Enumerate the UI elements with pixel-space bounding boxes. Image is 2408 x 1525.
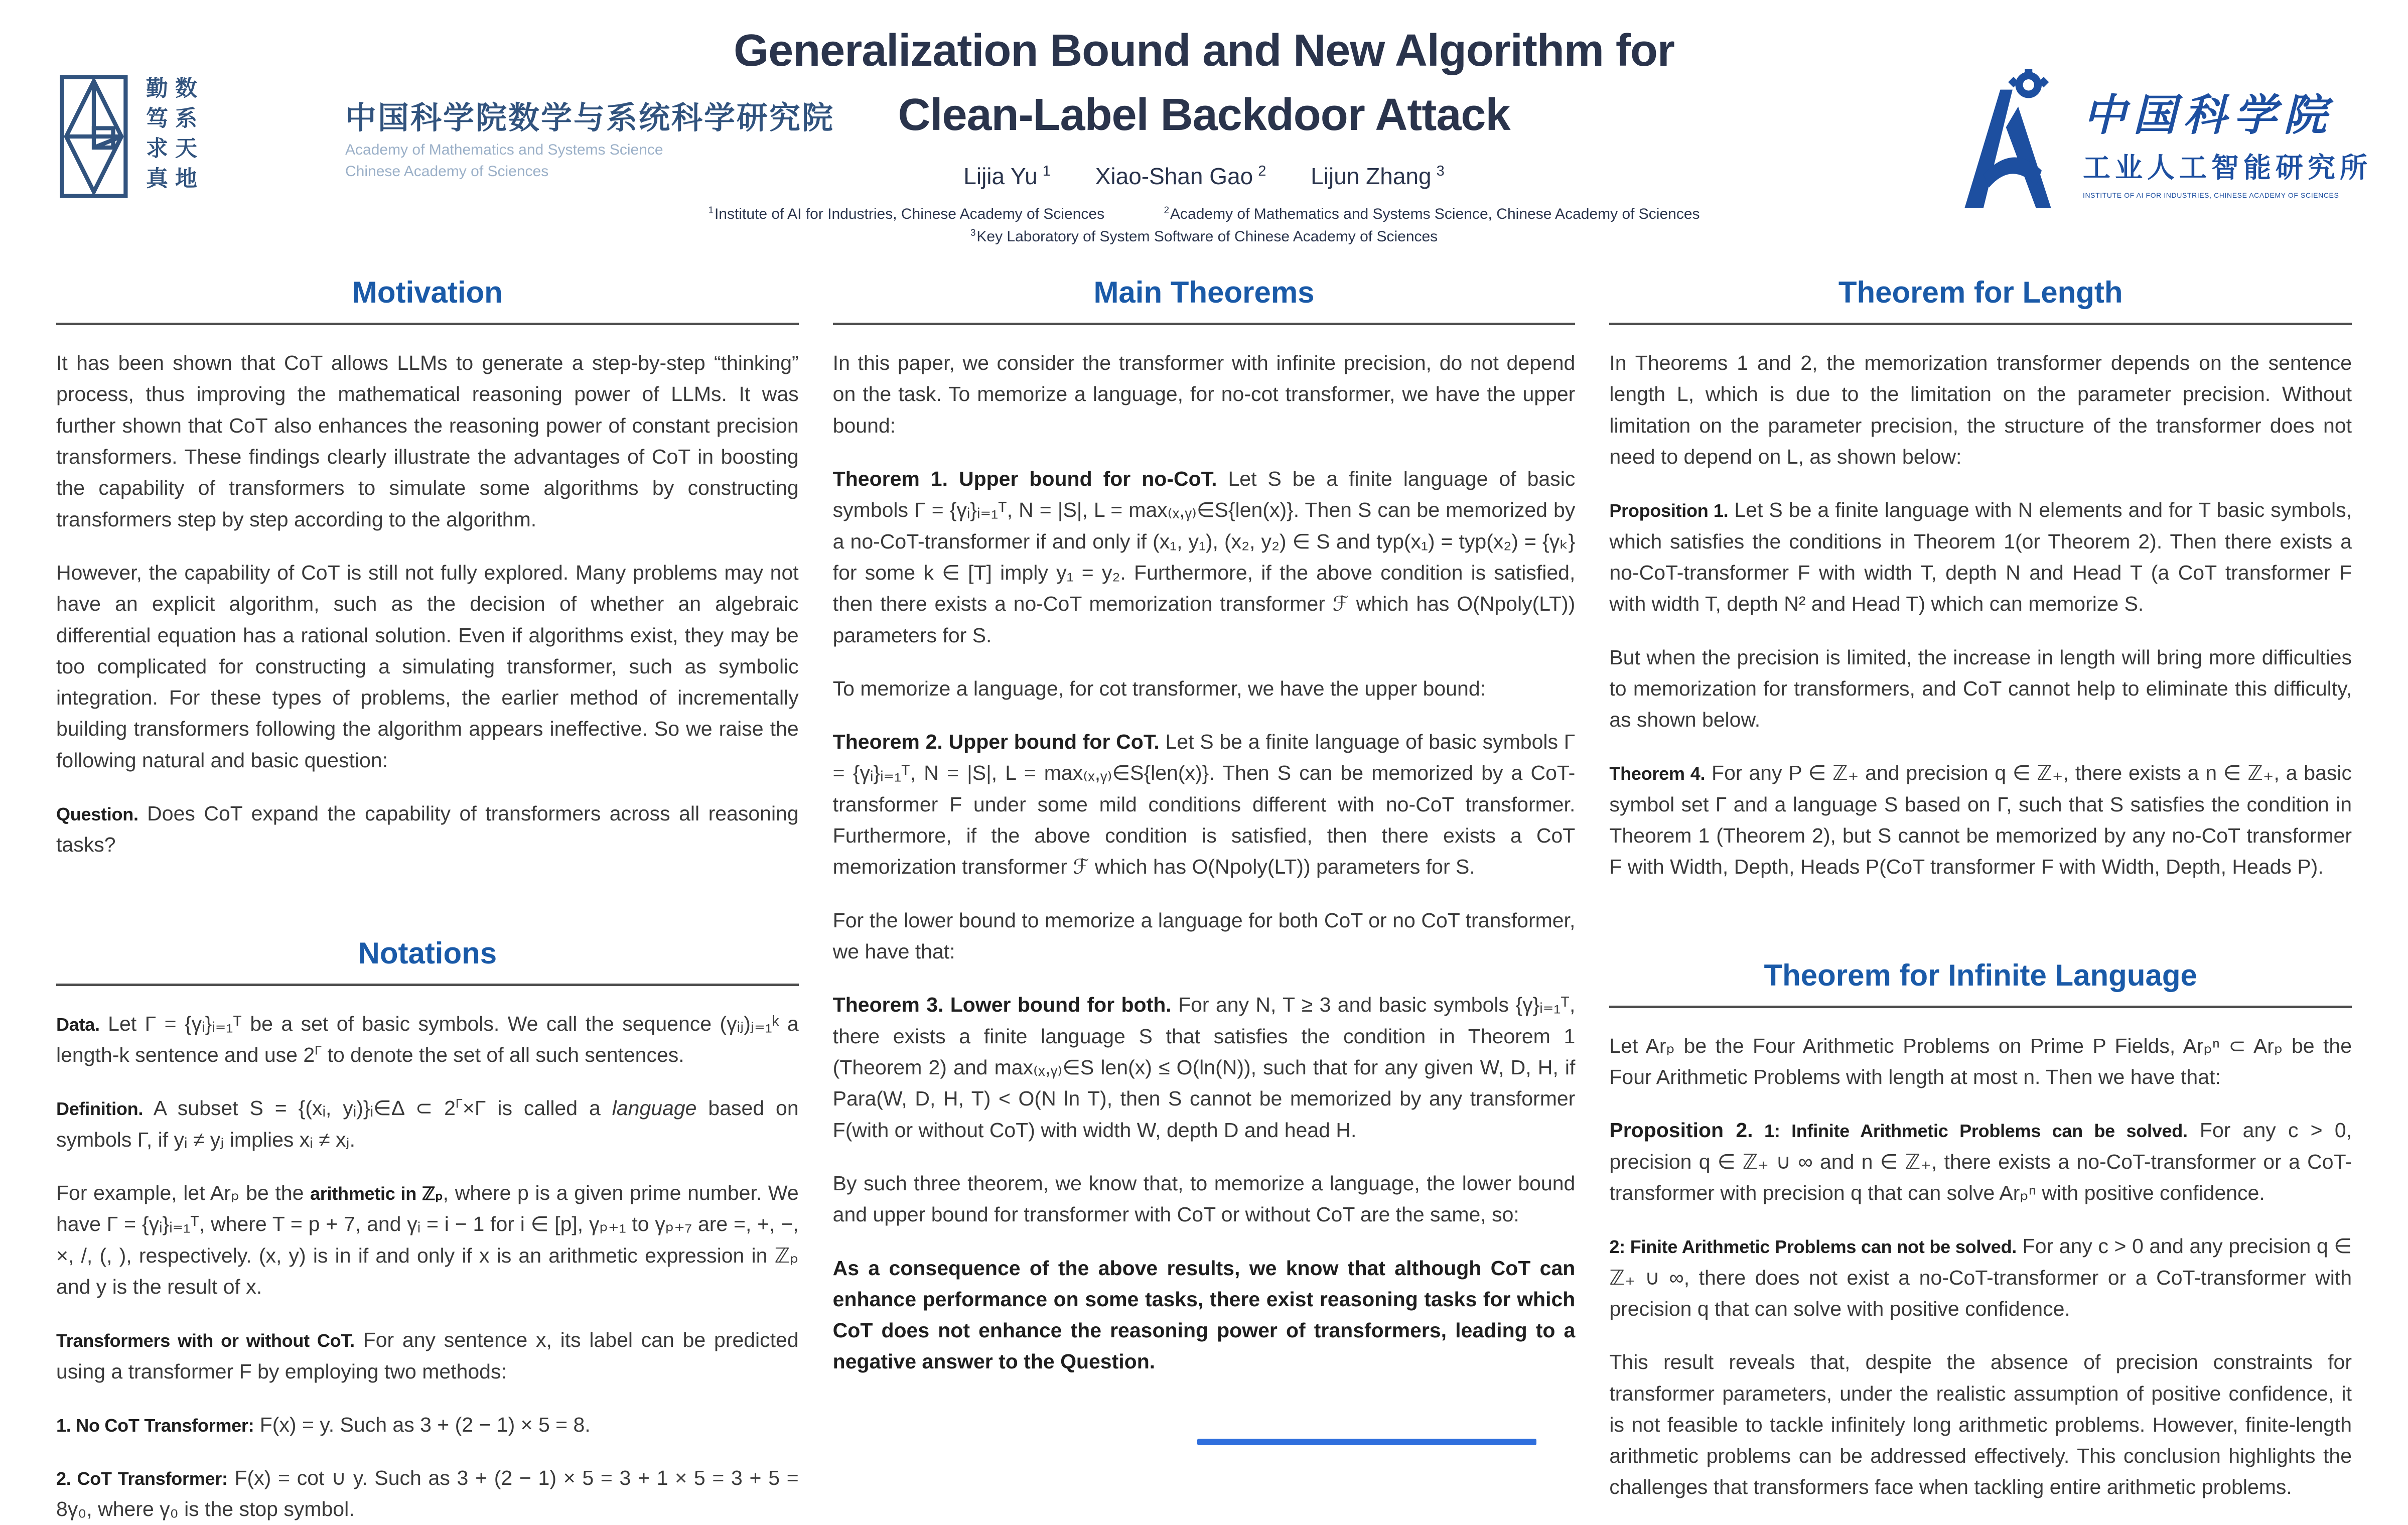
section-divider: [833, 323, 1576, 325]
text-run: For any P ∈ ℤ₊ and precision q ∈ ℤ₊, there exists a n ∈ ℤ₊, a basic symbol set Γ and a language S based on Γ, such that S satisfies the condition in Theorem 1 (Theorem 2), but S cannot be memorized by any no-CoT transformer F with Width, Depth, Heads P(CoT transformer F with Width, Depth, Heads P).: [1609, 761, 2352, 879]
text-run: Does CoT expand the capability of transformers across all reasoning tasks?: [56, 802, 799, 857]
poster-section: [1609, 958, 2352, 1503]
section-divider: [56, 984, 799, 986]
section-heading: Motivation: [352, 275, 503, 309]
section-divider: [1609, 1006, 2352, 1008]
paragraph-label: Theorem 1. Upper bound for no-CoT.: [832, 467, 1217, 490]
poster-column: [56, 275, 799, 1525]
text-run: ×Γ is called a: [462, 1096, 612, 1120]
section-heading: Notations: [358, 936, 497, 970]
text-run: However, the capability of CoT is still not fully explored. Many problems may not have an explicit algorithm, such as the decision of whether an algebraic differential equation has a rational solution. Even if algorithms exist, they may be too complicated for constructing a simulating transformer, such as symbolic integration. For these types of problems, the earlier method of incrementally building transformers following the algorithm appears ineffective. So we raise the following natural and basic question:: [56, 561, 799, 772]
section-divider: [56, 323, 799, 325]
section-heading: Theorem for Length: [1838, 275, 2123, 309]
text-run: In this paper, we consider the transformer with infinite precision, do not depend on the task. To memorize a language, for no-cot transformer, we have the upper bound:: [832, 351, 1576, 437]
section-divider: [1609, 323, 2352, 325]
author: [1095, 163, 1266, 190]
paragraph-label: Definition.: [56, 1098, 144, 1120]
amss-motto-col2: 数系天地: [172, 76, 196, 197]
paragraph-label: 1: Infinite Arithmetic Problems can be solved.: [1753, 1121, 2188, 1142]
text-run: to denote the set of all such sentences.: [322, 1043, 684, 1066]
paragraph-label: Theorem 4.: [1609, 763, 1706, 784]
text-run: Let Arₚ be the Four Arithmetic Problems on Prime P Fields, Arₚⁿ ⊂ Arₚ be the Four Arithmetic Problems with length at most n. Then we have that:: [1609, 1034, 2352, 1088]
text-run: In Theorems 1 and 2, the memorization transformer depends on the sentence length L, which is due to the limitation on the parameter precision. Without limitation on the parameter precision, the structure of the transformer does not need to depend on L, as shown below:: [1609, 351, 2352, 468]
poster-header: [0, 0, 2408, 273]
text-run: F(x) = y. Such as 3 + (2 − 1) × 5 = 8.: [254, 1413, 591, 1436]
affil-sup: 3: [970, 227, 976, 238]
text-run: F(x) = cot ∪ y. Such as 3 + (2 − 1) × 5 = 3 + 1 × 5 = 3 + 5 = 8γ₀, where γ₀ is the stop symbol.: [56, 1466, 799, 1521]
text-run: For the lower bound to memorize a language for both CoT or no CoT transformer, we have that:: [832, 908, 1576, 963]
text-run: For example, let Arₚ be the: [56, 1181, 311, 1204]
text-run: Let S be a finite language with N elements and for T basic symbols, which satisfies the conditions in Theorem 1(or Theorem 2). Then there exists a no-CoT-transformer F with width T, depth N and Head T (a CoT transformer F with width T, depth N² and Head T) which can memorize S.: [1609, 498, 2352, 616]
amss-name-cn: 中国科学院数学与系统科学研究院: [345, 100, 835, 135]
author-name: Lijun Zhang: [1311, 163, 1432, 189]
paragraph: [1609, 1030, 2352, 1093]
text-run: This result reveals that, despite the absence of precision constraints for transformer parameters, under the realistic assumption of positive confidence, it is not feasible to tackle infinitely long arithmetic problems. However, finite-length arithmetic problems can be addressed effectively. This conclusion highlights the challenges that transformers face when tackling entire arithmetic problems.: [1609, 1350, 2352, 1499]
text-run: By such three theorem, we know that, to memorize a language, the lower bound and upper bound for transformer with CoT or without CoT are the same, so:: [832, 1171, 1576, 1226]
paragraph: [56, 557, 799, 776]
paragraph: [56, 1008, 799, 1071]
paragraph: [833, 905, 1576, 967]
affil-sup: 2: [1164, 205, 1170, 216]
affiliation: [708, 203, 1104, 225]
affil-text: Institute of AI for Industries, Chinese Academy of Sciences: [715, 205, 1105, 222]
author-affil-mark: 2: [1258, 163, 1266, 180]
author: [963, 163, 1051, 190]
poster-columns: [56, 275, 2352, 1525]
text-run: For any sentence x, its label can be predicted using a transformer F by employing two methods:: [56, 1328, 799, 1383]
poster-section: [833, 275, 1576, 1377]
text-run: But when the precision is limited, the increase in length will bring more difficulties to memorization for transformers, and CoT cannot help to eliminate this difficulty, as shown below.: [1609, 645, 2352, 732]
paragraph: [1609, 642, 2352, 736]
text-run: For any N, T ≥ 3 and basic symbols {γ}ᵢ₌₁ᵀ, there exists a finite language S that satisfies the condition in Theorem 1 (Theorem 2) and max₍ₓ,ᵧ₎∈S len(x) ≤ O(ln(N)), such that for any given W, D, H, if Para(W, D, H, T) < O(N ln T), then S cannot be memorized by any transformer F(with or without CoT) with width W, depth D and head H.: [832, 993, 1576, 1142]
paragraph: [833, 726, 1576, 883]
text-run: Γ: [455, 1096, 463, 1111]
author: [1311, 163, 1445, 190]
paragraph-label: Proposition 2.: [1609, 1119, 1753, 1142]
text-run: based on symbols Γ, if yᵢ ≠ yⱼ implies xᵢ ≠ xⱼ.: [56, 1096, 799, 1151]
paragraph: [833, 1253, 1576, 1377]
paragraph: [1609, 347, 2352, 472]
paragraph: [1609, 1115, 2352, 1208]
paragraph-label: 1. No CoT Transformer:: [56, 1415, 254, 1436]
author-affil-mark: 1: [1042, 163, 1051, 180]
poster-section: [1609, 275, 2352, 883]
iai-name-cn1: 中国科学院: [2082, 91, 2334, 140]
paragraph-label: 2: Finite Arithmetic Problems can not be solved.: [1609, 1236, 2017, 1258]
amss-name-en2: Chinese Academy of Sciences: [345, 163, 549, 180]
author-name: Xiao-Shan Gao: [1095, 163, 1253, 189]
poster-title-line1: Generalization Bound and New Algorithm for: [734, 26, 1674, 76]
text-run: To memorize a language, for cot transformer, we have the upper bound:: [832, 676, 1486, 700]
amss-name-en1: Academy of Mathematics and Systems Science: [345, 141, 663, 158]
paragraph-label: arithmetic in ℤₚ: [310, 1183, 443, 1204]
text-run: As a consequence of the above results, we know that although CoT can enhance performance on some tasks, there exist reasoning tasks for which CoT does not enhance the reasoning power of transformers, leading to a negative answer to the Question.: [832, 1256, 1576, 1373]
text-run: , where p is a given prime number. We have Γ = {γᵢ}ᵢ₌₁ᵀ, where T = p + 7, and γᵢ = i − 1 for i ∈ [p], γₚ₊₁ to γₚ₊₇ are =, +, −, ×, /, (, ), respectively. (x, y) is in if and only if x is an arithmetic expression in ℤₚ and y is the result of x.: [56, 1181, 799, 1298]
poster-column: [1609, 275, 2352, 1503]
text-run: language: [612, 1096, 697, 1120]
scrollbar-thumb[interactable]: [1197, 1439, 1536, 1445]
paragraph: [56, 1462, 799, 1525]
paragraph: [833, 989, 1576, 1146]
paragraph-label: Theorem 3. Lower bound for both.: [832, 993, 1172, 1017]
iai-logo-text: [2083, 80, 2372, 199]
author-affil-mark: 3: [1436, 163, 1445, 180]
paragraph: [833, 673, 1576, 704]
section-heading: Main Theorems: [1093, 275, 1315, 309]
paragraph: [56, 1324, 799, 1387]
paragraph: [1609, 1230, 2352, 1324]
paragraph: [1609, 494, 2352, 619]
amss-motto-col1: 勤笃求真: [143, 76, 167, 197]
paragraph-label: Transformers with or without CoT.: [56, 1330, 355, 1351]
iai-name-cn2: 工业人工智能研究所: [2082, 152, 2372, 183]
paragraph: [56, 1092, 799, 1155]
paragraph: [833, 463, 1576, 651]
affiliation: [970, 225, 1438, 248]
paragraph: [56, 1177, 799, 1302]
text-run: A subset S = {(xᵢ, yᵢ)}ᵢ∈Δ ⊂ 2: [143, 1096, 456, 1120]
author-name: Lijia Yu: [963, 163, 1038, 189]
paragraph: [56, 347, 799, 535]
paragraph: [833, 347, 1576, 441]
section-heading: Theorem for Infinite Language: [1764, 958, 2197, 992]
paragraph: [56, 1409, 799, 1440]
text-run: For any c > 0 and any precision q ∈ ℤ₊ ∪ ∞, there does not exist a no-CoT-transformer or a CoT-transformer with precision q that can solve with positive confidence.: [1609, 1234, 2352, 1320]
poster-column: [833, 275, 1576, 1377]
paragraph: [833, 1168, 1576, 1230]
poster-title-line2: Clean-Label Backdoor Attack: [898, 89, 1510, 140]
affiliation-line: [0, 225, 2408, 248]
text-run: Γ: [315, 1043, 322, 1058]
iai-logo: [1959, 64, 2372, 215]
paragraph: [56, 798, 799, 861]
paragraph-label: Question.: [56, 804, 138, 825]
paragraph: [1609, 757, 2352, 882]
paragraph: [1609, 1346, 2352, 1503]
text-run: Let S be a finite language of basic symbols Γ = {γᵢ}ᵢ₌₁ᵀ, N = |S|, L = max₍ₓ,ᵧ₎∈S{len(x)}. Then S can be memorized by a no-CoT-transformer if and only if (x₁, y₁), (x₂, y₂) ∈ S and typ(x₁) = typ(x₂) = {γₖ} for some k ∈ [T] imply y₁ = y₂. Furthermore, if the above condition is satisfied, then there exists a no-CoT memorization transformer ℱ which has O(Npoly(LT)) parameters for S.: [832, 467, 1576, 647]
affil-sup: 1: [708, 205, 714, 216]
ai-logo-icon: [1959, 64, 2072, 215]
poster-section: [56, 275, 799, 861]
poster-section: [56, 936, 799, 1525]
affil-text: Academy of Mathematics and Systems Science, Chinese Academy of Sciences: [1170, 205, 1700, 222]
paragraph-label: Proposition 1.: [1609, 500, 1729, 521]
text-run: Let Γ = {γᵢ}ᵢ₌₁ᵀ be a set of basic symbols. We call the sequence (γᵢⱼ)ⱼ₌₁ᵏ a length-k sentence and use 2: [56, 1012, 799, 1066]
paragraph-label: 2. CoT Transformer:: [56, 1468, 228, 1489]
affil-text: Key Laboratory of System Software of Chinese Academy of Sciences: [976, 228, 1438, 245]
paragraph-label: Data.: [56, 1014, 100, 1035]
iai-name-en: INSTITUTE OF AI FOR INDUSTRIES, CHINESE ACADEMY OF SCIENCES: [2082, 191, 2339, 199]
text-run: Let S be a finite language of basic symbols Γ = {γᵢ}ᵢ₌₁ᵀ, N = |S|, L = max₍ₓ,ᵧ₎∈S{len(x)}. Then S can be memorized by a CoT-transformer F under some mild conditions different with no-CoT transformer. Furthermore, if the above condition is satisfied, then there exists a CoT memorization transformer ℱ which has O(Npoly(LT)) parameters for S.: [832, 730, 1576, 879]
text-run: It has been shown that CoT allows LLMs to generate a step-by-step “thinking” process, thus improving the mathematical reasoning power of LLMs. It was further shown that CoT also enhances the reasoning power of constant precision transformers. These findings clearly illustrate the advantages of CoT in boosting the capability of transformers to simulate some algorithms by constructing transformers step by step according to the algorithm.: [56, 351, 799, 531]
paragraph-label: Theorem 2. Upper bound for CoT.: [832, 730, 1160, 754]
text-run: For any c > 0, precision q ∈ ℤ₊ ∪ ∞ and n ∈ ℤ₊, there exists a no-CoT-transformer or a CoT-transformer with precision q that can solve Arₚⁿ with positive confidence.: [1609, 1119, 2352, 1204]
affiliation: [1164, 203, 1699, 225]
